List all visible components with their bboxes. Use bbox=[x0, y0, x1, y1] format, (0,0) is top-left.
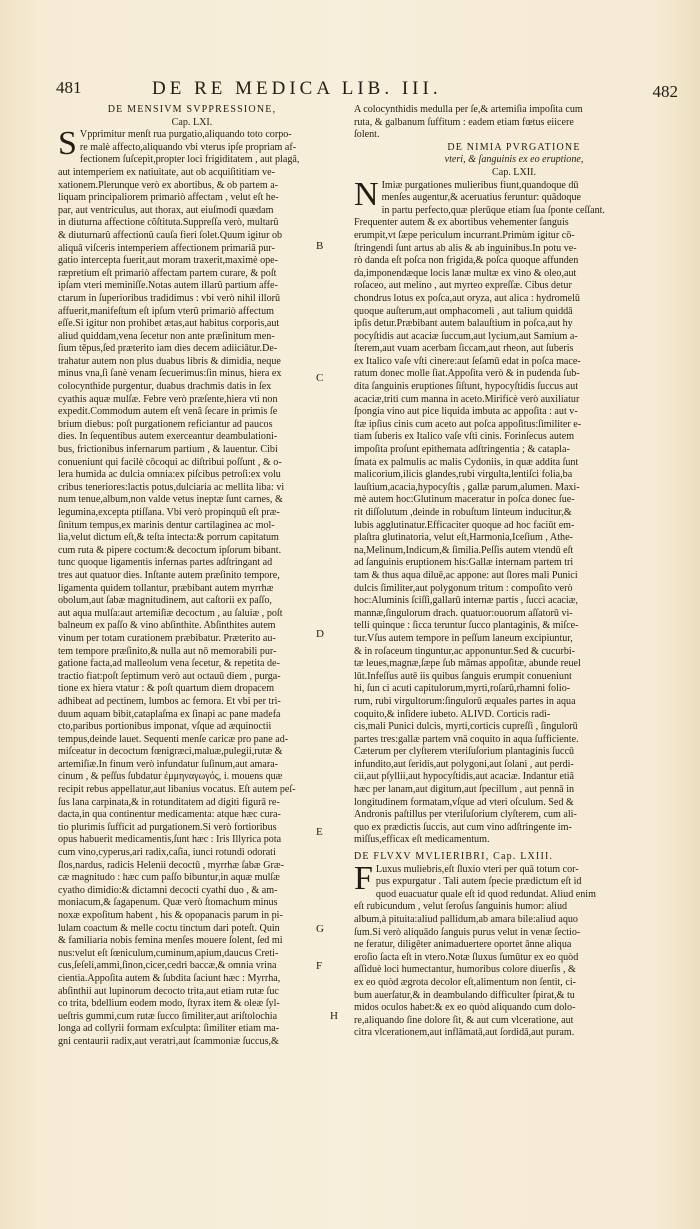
text-line: tam & thus aqua diluē,ac appone: aut ſlores mali Punici bbox=[354, 569, 578, 581]
text-line: conueniunt qui facilè cōcoqui ac diſtribui poſſunt , & o- bbox=[58, 456, 282, 468]
text-line: lubis agglutinatur.Efficaciter quoque ad hoc faciūt em- bbox=[354, 519, 575, 531]
text-line: dacta,in qua continentur medicamenta: atque hæc cura- bbox=[58, 809, 281, 821]
text-line: ſolent. bbox=[354, 129, 380, 141]
text-line: cæ magnitudo : hæc cum paſſo bibuntur,in aquæ mulſæ bbox=[58, 872, 280, 884]
text-line: gatio intercepta fuerit,aut moram traxerit,maximè ope- bbox=[58, 255, 279, 267]
text-line: ſmata ex palmulis ac malis Cydoniis, in quæ addita ſunt bbox=[354, 456, 579, 468]
text-line: ræpretium eſt primariò affectam partem curare, & poſt bbox=[58, 267, 277, 279]
text-line: longitudinem formatam,vſque ad vteri oſculum. Sed & bbox=[354, 796, 574, 808]
text-line: cyatho dimidio:& dictamni decocti cyathi duo , & am- bbox=[58, 884, 278, 896]
text-line: cum vino,cyperus,ari radix,caſia, iunci rotundi odorati bbox=[58, 847, 276, 859]
left-column bbox=[58, 104, 326, 1049]
text-line: aut aqua mulſa:aut artemiſiæ decoctum , au ſaluiæ , poſt bbox=[58, 607, 283, 619]
text-line: cus,ſeſeli,ammi,ſinon,cicer,cedri baccæ,& omnia vrina bbox=[58, 960, 277, 972]
text-line: ſum.Si verò aliquādo ſanguis purus velut in venæ ſectio- bbox=[354, 926, 581, 938]
text-line: noxæ expoſitum habent , his & opopanacis parum in pi- bbox=[58, 910, 283, 921]
text-line: cum ruta & pipere coctum:& decoctum ipſorum bibant. bbox=[58, 544, 282, 556]
text-line: ſterem,aut vuam acerbam ſiccam,aut rheon, aut ſuberis bbox=[354, 343, 574, 355]
chapter-number: Cap. LXII. bbox=[491, 166, 536, 178]
text-line: minus vna,ſi ſanè venam ſecuerimus:ſin minus, hiera ex bbox=[58, 368, 282, 380]
text-line: nus:velut eſt ſœniculum,cuminum,apium,daucus Creti- bbox=[58, 947, 279, 959]
text-line: aliquâ viſceris intemperiem affectionem primariâ pur- bbox=[58, 242, 275, 254]
text-line: lera humida ac dulcia omnia:ex piſcibus petroſi:ex volu bbox=[58, 469, 281, 481]
chapter-heading: DE MENSIVM SVPPRESSIONE, bbox=[107, 104, 277, 115]
text-line: dies. In ſequentibus autem exerceantur deambulationi- bbox=[58, 431, 278, 443]
text-line: xationem.Plerunque verò ex abortibus, & ob partem a- bbox=[58, 179, 279, 191]
text-line: obolum,aut ſabæ magnitudinem, aut caſtorii ex paſſo, bbox=[58, 595, 272, 607]
text-line: Andronis paſtillus per vteriſuſorium clyſterem, cum ali- bbox=[354, 809, 577, 821]
text-line: ruta, & galbanum ſuffitum : eadem etiam fœtus eiicere bbox=[354, 116, 574, 128]
text-line: ex eo quòd ægrota decolor eſt,alimentum non ſentit, ci- bbox=[354, 976, 577, 988]
text-line: chondrus lotus ex poſca,aut oryza, aut alica : hydromelū bbox=[354, 292, 580, 304]
text-line: midos oculos habet:& ex eo quòd aliquando cum dolo- bbox=[354, 1002, 576, 1014]
text-line: tio plurimis ſufficit ad purgationem.Si verò fortioribus bbox=[58, 821, 277, 833]
text-line: gni centaurii radix,aut veratri,aut ſcammoniæ ſuccus,& bbox=[58, 1035, 279, 1047]
chapter-body bbox=[354, 859, 674, 1040]
text-line: colocynthide purgentur, duabus drachmis datis in ſex bbox=[58, 381, 272, 393]
text-line: rit diſſolutum ,deinde in robuſtum linteum inducitur,& bbox=[354, 507, 572, 518]
text-line: pocyſtidis aut acaciæ ſuccum,aut lycium,aut Samium a- bbox=[354, 330, 578, 342]
text-line: ne feratur, diligēter animaduertere oportet ânne aliqua bbox=[354, 939, 572, 951]
text-line: pus expurgatur . Tali autem ſpecie prædictum eſt id bbox=[375, 876, 582, 888]
text-line: da,imponendæque locis lanæ multæ ex vino & oleo,aut bbox=[354, 267, 577, 279]
text-line: tem tempore præſinito,& nulla aut nō memorabili pur- bbox=[58, 645, 277, 657]
text-line: aliud quiddam,vena ſecetur non ante præſinitum men- bbox=[58, 330, 275, 342]
text-line: & in roſaceum tinguntur,ac apponuntur.Sed & cucurbi- bbox=[354, 645, 576, 657]
text-line: lia,velut dictum eſt,& teſta intecta:& porrum capitatum bbox=[58, 532, 279, 544]
drop-capital: F bbox=[354, 859, 373, 897]
text-line: acaciæ,triti cum manna in aceto.Mirificè verò auxiliatur bbox=[354, 393, 580, 405]
text-line: affuerit,manifeſtum eſt ipſum vterû primariò affectum bbox=[58, 305, 275, 317]
text-line: & familiaria nobis femina menſes mouere ſolent, ſed mi bbox=[58, 935, 283, 947]
text-line: duum aquam bibit,cataplaſma ex ſinapi ac pane madefa bbox=[58, 708, 281, 720]
text-line: tunc quoque ligamentis infernas partes adſtringant ad bbox=[58, 557, 273, 569]
text-line: ctarum in ſuperioribus tradidimus : vbi verò nihil illorû bbox=[58, 292, 281, 304]
page-number-left: 481 bbox=[56, 78, 82, 97]
text-line: bus, frictionibus infernarum partium , & lauentur. Cibi bbox=[58, 444, 278, 456]
text-line: miſceatur in decoctum fœnigræci,maluæ,pulegii,rutæ & bbox=[58, 746, 283, 758]
text-line: ipſam vteri meminiſſe.Notas autem illarû partium affe- bbox=[58, 280, 278, 292]
text-line: Luxus muliebris,eſt ſluxio vteri per quā totum cor- bbox=[375, 863, 579, 875]
text-line: malicorium,ilicis glandes,rubi virgulta,lentiſci folia,ba bbox=[354, 469, 573, 481]
text-line: co trita, bdellium eodem modo, ſtyrax item & oleæ ſyl- bbox=[58, 998, 280, 1010]
text-line: erumpit,vt ſæpe periculum incurrant.Primùm igitur cō- bbox=[354, 229, 575, 241]
text-line: balneum ex paſſo & vino abſinthite. Abſinthites autem bbox=[58, 620, 276, 632]
text-line: hæc per lanam,aut digitum,aut ſpecillum , aut pennā in bbox=[354, 784, 575, 796]
page-number-right: 482 bbox=[652, 82, 678, 101]
text-line: roſaceo, aut melino , aut myrteo expreſſæ. Cibus detur bbox=[354, 280, 572, 292]
drop-capital: S bbox=[58, 125, 77, 163]
margin-letter: E bbox=[316, 826, 323, 838]
text-line: & diuturnarû affectionû cauſa fieri ſolet.Quum igitur ob bbox=[58, 229, 283, 241]
text-line: mannæ,ſingulorum drach. quatuor:ouorum aſſatorū vi- bbox=[354, 607, 573, 619]
text-line: ſium tēpus,ſed præterito iam dies decem adiiciātur.De- bbox=[58, 343, 278, 355]
chapter-continuation bbox=[354, 104, 674, 142]
text-line: num tenue,album,non valde vetus ineptæ ſunt carnes, & bbox=[58, 494, 283, 506]
text-line: gatione facta,ad malleolum vena ſecetur, & repetita de- bbox=[58, 658, 280, 670]
text-line: in diuturna affectione cõſtituta.Suppreſſa verò, multarû bbox=[58, 217, 279, 229]
text-line: citra vlcerationem,aut inflāmatā,aut ſordidā,aut puram. bbox=[354, 1027, 575, 1039]
text-line: album,à pituita:aliud pallidum,ab amara bile:aliud aquo bbox=[354, 914, 578, 925]
text-line: quoque auſterum,aut omphacomeli , aut talium quiddā bbox=[354, 305, 573, 317]
text-line: in partu perfecto,quæ plerūque etiam ſua ſponte ceſſant. bbox=[381, 204, 605, 216]
text-line: bum auerſatur,& in deambulando difficulter ſpirat,& tu bbox=[354, 989, 575, 1001]
chapter-body bbox=[58, 125, 326, 1048]
text-line: ueſtris gummi,cum rutæ ſucco ſimiliter,aut ariſtolochia bbox=[58, 1010, 278, 1022]
text-line: quo ex prædictis ſuccis, aut cum vino adſtringente im- bbox=[354, 821, 572, 833]
text-line: ſpongia vino aut pice liquida imbuta ac appoſita : aut v- bbox=[354, 406, 578, 418]
text-line: telli quinque : ſicca teruntur ſucco plantaginis, & miſce- bbox=[354, 620, 579, 632]
text-line: tiam ſuberis ex Italico vaſe vſti cinis. Forinſecus autem bbox=[354, 431, 575, 443]
text-line: rum, rubi virgultorum:ſingulorū æquales partes in aqua bbox=[354, 695, 576, 707]
text-line: ſtæ ipſius cinis cum aceto aut poſca appoſitus:ſimiliter e- bbox=[354, 418, 582, 430]
text-line: coquito,& inſidere iubeto. ALIVD. Corticis radi- bbox=[354, 708, 551, 720]
text-line: impoſita proſunt epithemata adſtringentia ; & catapla- bbox=[354, 444, 570, 456]
text-line: infundito,aut ſeridis,aut polygoni,aut ſolani , aut perdi- bbox=[354, 758, 574, 770]
margin-letter: F bbox=[316, 960, 323, 972]
text-line: eſſe.Si igitur non prohibet ætas,aut habitus corporis,aut bbox=[58, 318, 280, 330]
text-line: brium diebus: poſt purgationem reficiantur ad paucos bbox=[58, 418, 273, 430]
running-title: DE RE MEDICA LIB. III. bbox=[152, 78, 442, 99]
text-line: eſt rubicundum , velut ſeroſus ſanguinis humor: aliud bbox=[354, 901, 568, 913]
text-line: opus habuerit medicamentis,ſunt hæc : Iris Illyrica pota bbox=[58, 834, 282, 846]
text-line: ſinitum tempus,ex marinis dentur cartilaginea ac mol- bbox=[58, 519, 275, 531]
text-line: fectionem ſuſcepit,propter loci frigiditatem , aut plagâ, bbox=[79, 154, 300, 166]
right-column bbox=[354, 104, 674, 1040]
text-line: tempus,deinde lauet. Sequenti menſe caricæ pro pane ad- bbox=[58, 733, 289, 745]
margin-letter: D bbox=[316, 628, 324, 640]
text-line: tur.Vſus autem tempore in peſſum laneum excipiuntur, bbox=[354, 632, 573, 644]
text-line: par, aut ventriculus, aut thorax, aut eiuſmodi quædam bbox=[58, 204, 274, 216]
text-line: cis,mali Punici dulcis, myrti,corticis cupreſſi , ſingulorū bbox=[354, 721, 578, 733]
text-line: tæ leues,magnæ,ſæpe ſub māmas appoſitæ, abunde reuel bbox=[354, 658, 581, 670]
text-line: mè autem hoc:Glutinum maceratur in poſca donec ſue- bbox=[354, 494, 575, 506]
text-line: cinum , & peſſus ſubdatur ἐμμηναγωγός, i. mouens quæ bbox=[58, 771, 283, 783]
text-line: adhibeat ad pectinem, lumbos ac femora. Et vbi per tri- bbox=[58, 695, 281, 707]
text-line: trahatur autem non plus duabus libris & dimidia, neque bbox=[58, 355, 281, 367]
text-line: menſes augentur,& aceruatius feruntur: quādoque bbox=[381, 192, 581, 204]
text-line: cyathis aquæ mulſæ. Febre verò præſente,hiera vti non bbox=[58, 393, 278, 405]
margin-letter: C bbox=[316, 372, 324, 384]
text-line: moniacum,& ſagapenum. Quæ verò ſtomachum minus bbox=[58, 897, 278, 909]
text-line: na,Melinum,Indicum,& ſimilia.Peſſis autem vtendū eſt bbox=[354, 544, 574, 556]
text-line: re malè affecto,aliquando vbi vterus ipſe propriam af- bbox=[79, 141, 297, 153]
text-line: artemiſiæ.In finum verò infundatur ſuſinum,aut amara- bbox=[58, 758, 279, 770]
text-line: lūt.Infeſſus autē iis quibus ſanguis erumpit conueniunt bbox=[354, 670, 572, 682]
text-line: cribus teneriores:lactis potus,dulciaria ac mellita liba: vi bbox=[58, 481, 285, 493]
text-line: hoc:Aluminis ſciſſi,gallarū internæ partis , ſucci acaciæ, bbox=[354, 595, 578, 607]
text-line: ipſis detur.Præbibant autem balauſtium in poſca,aut hy bbox=[354, 318, 573, 330]
text-line: lulam coactum & melle coctu tinctum dari poteſt. Quin bbox=[58, 922, 280, 934]
text-line: Frequenter autem & ex abortibus vehementer ſanguis bbox=[354, 217, 569, 229]
text-line: ſlos,nardus, radicis Helenii decoctū , myrrhæ ſabæ Græ- bbox=[58, 859, 284, 871]
margin-letter: G bbox=[316, 923, 324, 935]
text-line: lauſtium,acacia,hypocyſtis , gallæ parum,alumen. Maxi- bbox=[354, 481, 580, 493]
text-line: re,aliquando ſine dolore ſit, & aut cum vlceratione, aut bbox=[354, 1014, 574, 1026]
text-line: cii,aut pſyllii,aut hypocyſtidis,aut acaciæ. Indantur etiā bbox=[354, 771, 575, 783]
text-line: longa ad collyrii formam exſculpta: ſimiliter etiam ma- bbox=[58, 1023, 280, 1035]
drop-capital: N bbox=[354, 175, 379, 213]
text-line: eroſio ſacta eſt in vtero.Notæ ſluxus ſumūtur ex eo quòd bbox=[354, 951, 579, 963]
text-line: tres aut quatuor dies. Inſtante autem præſinito tempore, bbox=[58, 569, 280, 581]
text-line: quod euacuatur quale eſt id quod redundat. Aliud enim bbox=[375, 888, 596, 900]
text-line: ligamenta quidem tollantur, præbibant autem myrrhæ bbox=[58, 582, 274, 594]
text-line: ad ſanguinis eruptionem his:Gallæ internam partem tri bbox=[354, 557, 574, 569]
text-line: cto,paribus portionibus imponat, vſque ad æquinoctii bbox=[58, 721, 272, 733]
text-line: expedit.Commodum autem eſt venâ ſecare in primis ſe bbox=[58, 406, 278, 418]
text-line: ſtringendi ſunt artus ab alis & ab inguinibus.In potu ve- bbox=[354, 242, 577, 254]
text-line: miſſus,efficax eſt medicamentum. bbox=[354, 834, 490, 846]
chapter-body bbox=[354, 175, 674, 847]
chapter-subheading: vteri, & ſanguinis ex eo eruptione, bbox=[444, 154, 584, 166]
text-line: dulcis ſimiliter,aut polygonum tritum : compoſito verò bbox=[354, 582, 573, 594]
text-line: cientia.Appoſita autem & ſubdita ſaciunt hæc : Myrrha, bbox=[58, 972, 281, 984]
text-line: plaſtra glutinatoria, velut eſt,Harmonia,Iceſium , Athe- bbox=[354, 532, 573, 544]
chapter-number: Cap. LXI. bbox=[171, 116, 213, 128]
text-line: aſſiduè loci humectantur, humoribus colore diuerſis , & bbox=[354, 964, 576, 976]
text-line: Cæterum per clyſterem vteriſuſorium plantaginis ſuccū bbox=[354, 746, 575, 758]
text-line: ratum donec molle ſiat.Appoſita verò & in pudenda ſub- bbox=[354, 368, 580, 380]
chapter-heading: DE FLVXV MVLIERIBRI, Cap. LXIII. bbox=[354, 851, 554, 863]
text-line: aut intemperiem ex natiuitate, aut ob acquiſititiam ve- bbox=[58, 166, 275, 178]
text-line: liquam principaliorem primariò affectam , velut eſt he- bbox=[58, 192, 279, 204]
text-line: abſinthii aut lupinorum decocto trita,aut etiam rutæ ſuc bbox=[58, 985, 279, 997]
text-line: hi, ſun ci acuti capitulorum,myrti,roſarū,rhamni folio- bbox=[354, 683, 571, 695]
text-line: Vpprimitur menſt rua purgatio,aliquando toto corpo- bbox=[79, 129, 292, 141]
text-line: ex Italico vaſe vſti cinere:aut ſeſamū edat in poſca mace- bbox=[354, 355, 581, 367]
text-line: legumina,excepta ptiſſana. Vbi verò propinquū eſt præ- bbox=[58, 507, 280, 518]
margin-letter: B bbox=[316, 240, 324, 252]
chapter-heading: DE NIMIA PVRGATIONE bbox=[447, 141, 581, 153]
text-line: dita ſanguinis eruptiones ſiſtunt, hypocyſtidis ſuccus aut bbox=[354, 381, 578, 393]
text-line: rò danda eſt poſca non frigida,& poſca quoque affunden bbox=[354, 255, 579, 267]
text-line: Imiæ purgationes mulieribus fiunt,quandoque dū bbox=[381, 179, 579, 191]
text-line: recipit rebus appellatur,aut libanius vocatus. Eſt autem peſ- bbox=[58, 784, 296, 796]
text-line: A colocynthidis medulla per ſe,& artemiſia impoſita cum bbox=[354, 104, 583, 115]
text-line: vinum per totam curationem præbibatur. Præterito au- bbox=[58, 632, 276, 644]
margin-letter: H bbox=[330, 1010, 338, 1022]
text-line: partes tres:gallæ partem vnā coquito in aqua ſufficiente. bbox=[354, 733, 579, 745]
text-line: tione ex hiera vtatur : & poſt quartum diem dropacem bbox=[58, 683, 275, 695]
text-line: ſus lana carpinata,& in rotunditatem ad digiti figurâ re- bbox=[58, 796, 280, 808]
text-line: tractio fiat:poſt ſeptimum verò aut octauū diem , purga- bbox=[58, 670, 281, 682]
